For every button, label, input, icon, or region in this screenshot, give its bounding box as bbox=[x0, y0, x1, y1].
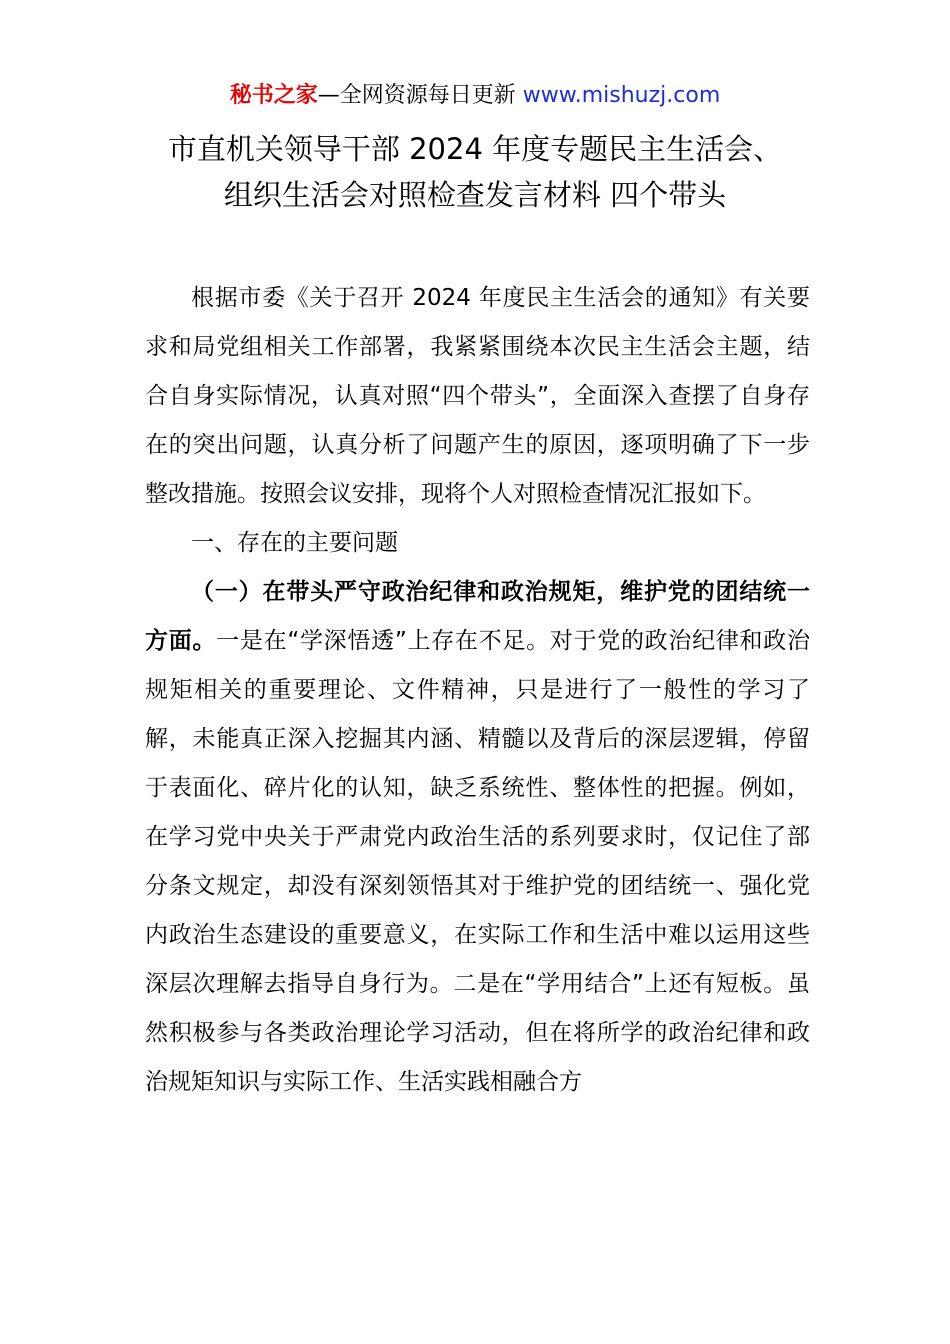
document-body bbox=[145, 274, 810, 1107]
intro-paragraph: 根据市委《关于召开 2024 年度民主生活会的通知》有关要求和局党组相关工作部署，我紧紧围绕本次民主生活会主题，结合自身实际情况，认真对照“四个带头”，全面深入查摆了自身存在的突出问题，认真分析了问题产生的原因，逐项明确了下一步整改措施。按照会议安排，现将个人对照检查情况汇报如下。 bbox=[145, 285, 810, 507]
banner-tagline: —全网资源每日更新 bbox=[317, 83, 523, 108]
item-1-text: 一是在“学深悟透”上存在不足。对于党的政治纪律和政治规矩相关的重要理论、文件精神，只是进行了一般性的学习了解，未能真正深入挖掘其内涵、精髓以及背后的深层逻辑，停留于表面化、碎片化的认知，缺乏系统性、整体性的把握。例如，在学习党中央关于严肃党内政治生活的系列要求时，仅记住了部分条文规定，却没有深刻领悟其对于维护党的团结统一、强化党内政治生态建设的重要意义，在实际工作和生活中难以运用这些深层次理解去指导自身行为。二是在“学用结合”上还有短板。虽然积极参与各类政治理论学习活动，但在将所学的政治纪律和政治规矩知识与实际工作、生活实践相融合方 bbox=[145, 628, 810, 1095]
title-line-2: 组织生活会对照检查发言材料 四个带头 bbox=[223, 178, 727, 212]
site-url-link[interactable]: www.mishuzj.com bbox=[522, 83, 721, 108]
brand-name: 秘书之家 bbox=[229, 83, 318, 108]
item-1-paragraph bbox=[145, 568, 810, 1107]
item-1-heading: （一）在带头严守政治纪律和政治规矩，维护党的团结统一方面。 bbox=[145, 579, 810, 654]
site-banner bbox=[0, 80, 950, 112]
section-heading: 一、存在的主要问题 bbox=[191, 530, 398, 556]
document-title bbox=[0, 126, 950, 218]
title-line-1: 市直机关领导干部 2024 年度专题民主生活会、 bbox=[167, 132, 783, 166]
